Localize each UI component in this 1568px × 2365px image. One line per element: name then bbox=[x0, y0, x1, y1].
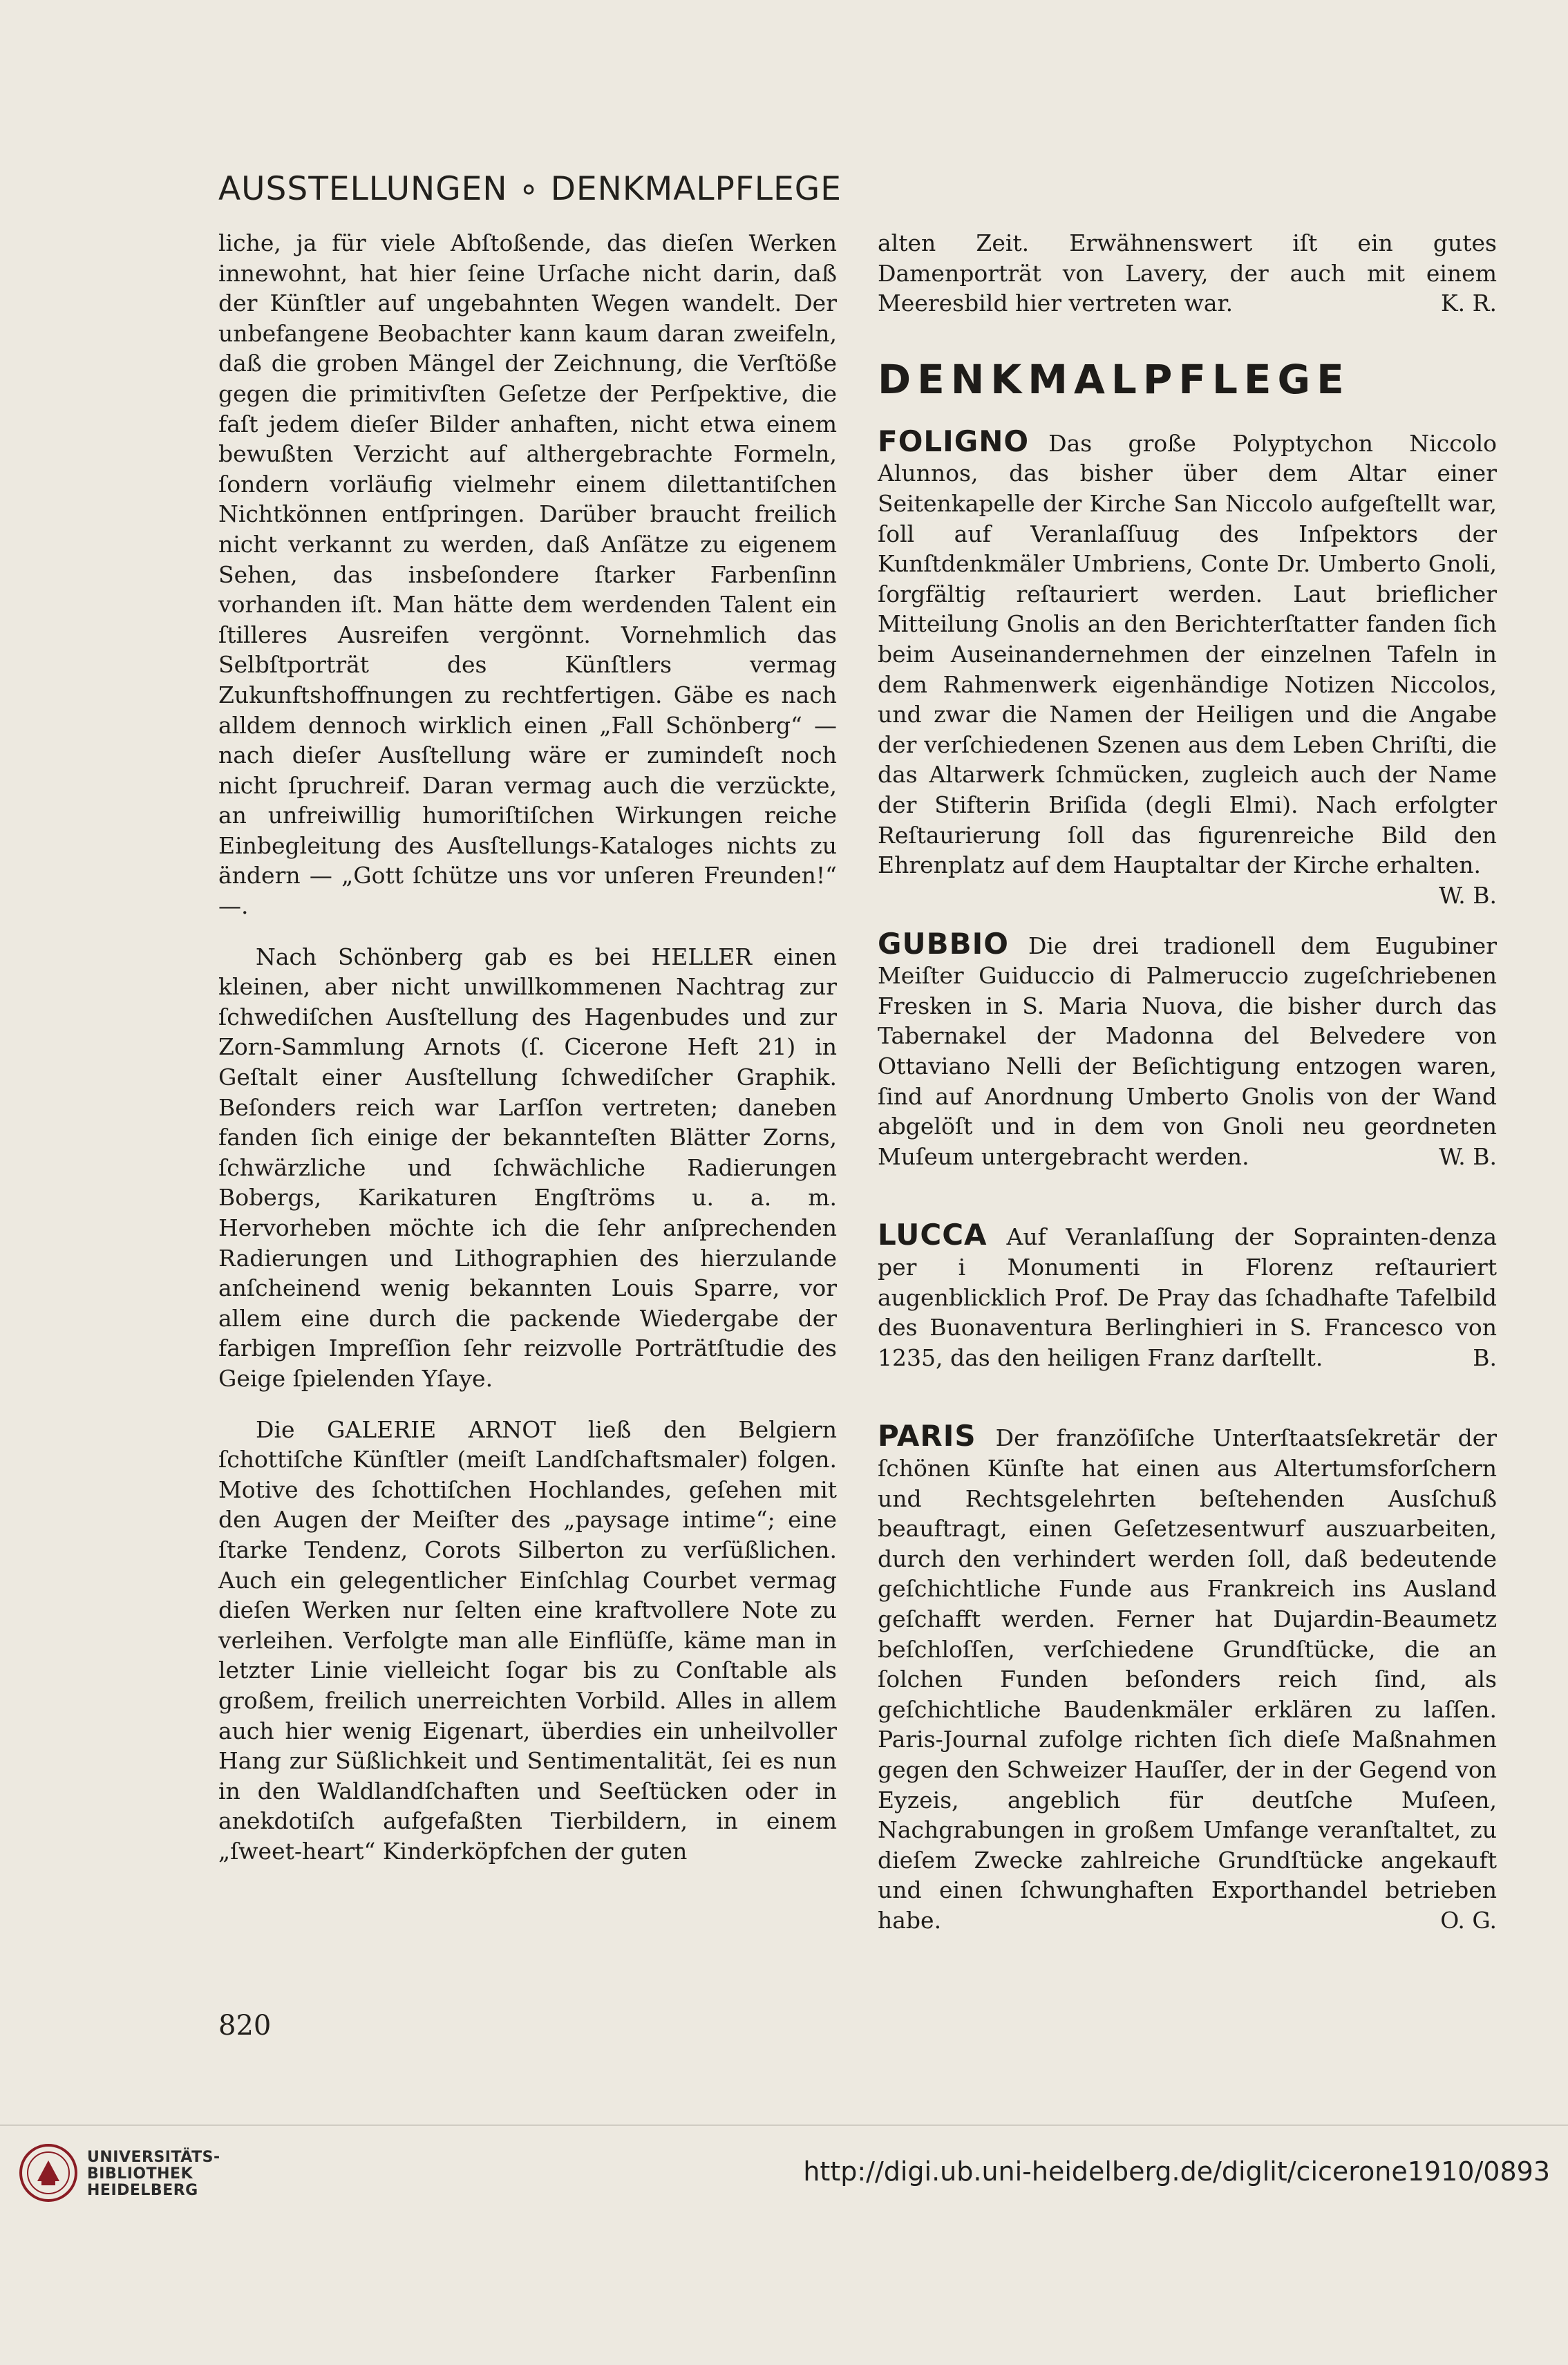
paragraph bbox=[878, 228, 1497, 319]
paragraph: Die GALERIE ARNOT ließ den Belgiern ſchottiſche Künſtler (meiſt Landſchaftsmaler) folgen. Motive des ſchottiſchen Hochlandes, geſehen mit den Augen der Meiſter des „paysage intime“; eine ſtarke Tendenz, Corots Silberton zu verſüßlichen. Auch ein gelegentlicher Einſchlag Courbet vermag dieſen Werken nur ſelten eine kraftvollere Note zu verleihen. Verfolgte man alle Einflüſſe, käme man in letzter Linie vielleicht ſogar bis zu Conſtable als großem, freilich unerreichten Vorbild. Alles in allem auch hier wenig Eigenart, überdies ein unheilvoller Hang zur Süßlichkeit und Sentimentalität, ſei es nun in den Waldlandſchaften und Seeſtücken oder in anekdotiſch aufgefaßten Tierbildern, in einem „ſweet-heart“ Kinderköpfchen der guten bbox=[218, 1415, 837, 1865]
news-entry-gubbio bbox=[878, 926, 1497, 1172]
running-head: AUSSTELLUNGEN ∘ DENKMALPFLEGE bbox=[218, 170, 842, 208]
news-entry-foligno bbox=[878, 424, 1497, 909]
paragraph: liche, ja für viele Abſtoßende, das dieſen Werken innewohnt, hat hier ſeine Urſache nicht darin, daß der Künſtler auf ungebahnten Wegen wandelt. Der unbefangene Beobachter kann kaum daran zweifeln, daß die groben Mängel der Zeichnung, die Verſtöße gegen die primitivſten Geſetze der Perſpektive, die faſt jedem dieſer Bilder anhaften, nicht etwa einem bewußten Verzicht auf althergebrachte Formeln, ſondern vorläufig vielmehr einem dilettantiſchen Nichtkönnen entſpringen. Darüber braucht freilich nicht verkannt zu werden, daß Anſätze zu eigenem Sehen, das insbeſondere ſtarker Farbenſinn vorhanden iſt. Man hätte dem werdenden Talent ein ſtilleres Ausreifen vergönnt. Vornehmlich das Selbſtporträt des Künſtlers vermag Zukunftshoffnungen zu rechtfertigen. Gäbe es nach alldem dennoch wirklich einen „Fall Schönberg“ — nach dieſer Ausſtellung wäre er zumindeſt noch nicht ſpruchreif. Daran vermag auch die verzückte, an unfreiwillig humoriſtiſchen Wirkungen reiche Einbegleitung des Ausſtellungs-Kataloges nichts zu ändern — „Gott ſchütze uns vor unſeren Freunden!“ —. bbox=[218, 229, 837, 920]
city-heading: FOLIGNO bbox=[878, 424, 1030, 458]
city-heading: LUCCA bbox=[878, 1218, 988, 1252]
entry-text: Das große Polyptychon Niccolo Alunnos, das bisher über dem Altar einer Seitenkapelle der Kirche San Niccolo aufgeſtellt war, ſoll auf Veranlaſſuug des Inſpektors der Kunſtdenkmäler Umbriens, Conte Dr. Umberto Gnoli, ſorgfältig reſtauriert werden. Laut brieflicher Mitteilung Gnolis an den Berichterſtatter fanden ſich beim Auseinandernehmen der einzelnen Tafeln in dem Rahmenwerk eigenhändige Notizen Niccolos, und zwar die Namen der Heiligen und die Angabe der verſchiedenen Szenen aus dem Leben Chriſti, die das Altarwerk ſchmücken, zugleich auch der Name der Stifterin Briſida (degli Elmi). Nach erfolgter Reſtaurierung ſoll das figurenreiche Bild den Ehrenplatz auf dem Hauptaltar der Kirche erhalten. bbox=[878, 429, 1497, 879]
entry-text: Auf Veranlaſſung der Soprainten-denza per i Monumenti in Florenz reſtauriert augenblicklich Prof. De Pray das ſchadhafte Tafelbild des Buonaventura Berlinghieri in S. Francesco von 1235, das den heiligen Franz darſtellt. bbox=[878, 1223, 1497, 1371]
paragraph-text: alten Zeit. Erwähnenswert iſt ein gutes Damenporträt von Lavery, der auch mit einem Meeresbild hier vertreten war. bbox=[878, 229, 1497, 317]
right-column bbox=[878, 228, 1497, 1936]
library-name-line: UNIVERSITÄTS- bbox=[87, 2149, 220, 2166]
library-seal-icon bbox=[17, 2141, 80, 2207]
city-heading: PARIS bbox=[878, 1419, 976, 1453]
author-signature: W. B. bbox=[1439, 1142, 1497, 1170]
left-column bbox=[218, 228, 837, 1866]
author-signature: B. bbox=[1473, 1344, 1497, 1371]
library-name bbox=[87, 2149, 220, 2199]
entry-text: Die drei tradionell dem Eugubiner Meiſter Guiduccio di Palmeruccio zugeſchriebenen Fresken in S. Maria Nuova, die bisher durch das Tabernakel der Madonna del Belvedere von Ottaviano Nelli der Beſichtigung entzogen waren, ſind auf Anordnung Umberto Gnolis von der Wand abgelöſt und in dem von Gnoli neu geordneten Muſeum untergebracht werden. bbox=[878, 932, 1497, 1170]
paragraph bbox=[878, 1421, 1497, 1935]
paragraph bbox=[878, 926, 1497, 1172]
city-heading: GUBBIO bbox=[878, 926, 1009, 961]
source-url-link[interactable]: http://digi.ub.uni-heidelberg.de/diglit/cicerone1910/0893 bbox=[803, 2156, 1550, 2187]
entry-text: Der franzöſiſche Unterſtaatsſekretär der ſchönen Künſte hat einen aus Altertumsforſchern und Rechtsgelehrten beſtehenden Ausſchuß beauftragt, einen Geſetzesentwurf auszuarbeiten, durch den verhindert werden ſoll, daß bedeutende geſchichtliche Funde aus Frankreich ins Ausland geſchafft werden. Ferner hat Dujardin-Beaumetz beſchloſſen, verſchiedene Grundſtücke, die an ſolchen Funden beſonders reich ſind, als geſchichtliche Baudenkmäler erklären zu laſſen. Paris-Journal zufolge richten ſich dieſe Maßnahmen gegen den Schweizer Hauſſer, der in der Gegend von Eyzeis, angeblich für deutſche Muſeen, Nachgrabungen in großem Umfange veranſtaltet, zu dieſem Zwecke zahlreiche Grundſtücke angekauft und einen ſchwunghaften Exporthandel betrieben habe. bbox=[878, 1424, 1497, 1934]
paragraph bbox=[878, 424, 1497, 909]
library-name-line: HEIDELBERG bbox=[87, 2182, 198, 2199]
paragraph bbox=[878, 1220, 1497, 1373]
page-number: 820 bbox=[218, 2010, 272, 2042]
paragraph: Nach Schönberg gab es bei HELLER einen kleinen, aber nicht unwillkommenen Nachtrag zur ſchwediſchen Ausſtellung des Hagenbudes und zur Zorn-Sammlung Arnots (ſ. Cicerone Heft 21) in Geſtalt einer Ausſtellung ſchwediſcher Graphik. Beſonders reich war Larſſon vertreten; daneben fanden ſich einige der bekannteſten Blätter Zorns, ſchwärzliche und ſchwächliche Radierungen Bobergs, Karikaturen Engſtröms u. a. m. Hervorheben möchte ich die ſehr anſprechenden Radierungen und Lithographien des hierzulande anſcheinend wenig bekannten Louis Sparre, vor allem eine durch die packende Wiedergabe der farbigen Impreſſion ſehr reizvolle Porträtſtudie des Geige ſpielenden Yſaye. bbox=[218, 943, 837, 1392]
library-name-line: BIBLIOTHEK bbox=[87, 2165, 193, 2183]
author-signature: K. R. bbox=[1441, 290, 1497, 317]
news-entry-lucca bbox=[878, 1220, 1497, 1373]
news-entry-paris bbox=[878, 1421, 1497, 1935]
author-signature: W. B. bbox=[1439, 881, 1497, 909]
author-signature: O. G. bbox=[1440, 1906, 1497, 1934]
section-heading: DENKMALPFLEGE bbox=[878, 355, 1350, 403]
